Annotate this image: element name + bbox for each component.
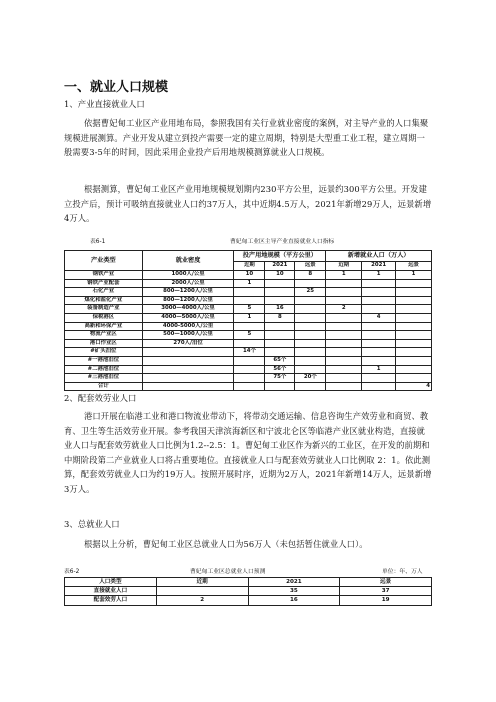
table-cell xyxy=(362,322,396,331)
table-cell: 8 xyxy=(265,313,295,322)
table-cell xyxy=(295,365,326,374)
table-cell xyxy=(362,331,396,340)
table-1-header-land: 投产用地规模（平方公里） xyxy=(234,251,326,262)
table-1-subheader: 近期 xyxy=(326,261,362,271)
table-1-subheader: 远景 xyxy=(295,261,326,271)
table-cell xyxy=(326,348,362,357)
table-cell xyxy=(326,288,362,297)
table-cell: 2000人/公里 xyxy=(142,279,234,288)
table-cell xyxy=(265,288,295,297)
table-cell: 石化产业 xyxy=(65,288,143,297)
table-cell xyxy=(396,348,432,357)
table-cell: 1 xyxy=(326,271,362,280)
table-cell: 直接就业人口 xyxy=(65,587,157,596)
paragraph-1-text: 依据曹妃甸工业区产业用地布局，参照我国有关行业就业密度的案例，对主导产业的人口集聚规模进展测算。产业开发从建立到投产需要一定的建立周期，特别是大型重工业工程，建立周期一般需要3-5年的时间，因此采用企业投产后用地规模测算就业人口规模。 xyxy=(64,118,429,158)
table-cell xyxy=(234,296,265,305)
paragraph-1 xyxy=(64,116,432,160)
table-cell: 8 xyxy=(295,271,326,280)
table-cell xyxy=(234,322,265,331)
table-1 xyxy=(64,250,432,391)
paragraph-4-text: 根据以上分析，曹妃甸工业区总就业人口为56万人（未包括暂住就业人口）。 xyxy=(84,539,368,549)
table-cell xyxy=(396,313,432,322)
table-row xyxy=(65,313,432,322)
table-cell: 10 xyxy=(265,271,295,280)
table-row xyxy=(65,322,432,331)
table-cell: 14个 xyxy=(234,348,265,357)
table-cell: 煤化和盐化产业 xyxy=(65,296,143,305)
table-1-subheader: 2021 xyxy=(265,261,295,271)
table-1-body xyxy=(65,271,432,391)
table-cell xyxy=(326,356,362,365)
table-row xyxy=(65,374,432,383)
table-1-header-population: 新增就业人口（万人） xyxy=(326,251,432,262)
subsection-2-title: 2、配套效劳业人口 xyxy=(64,393,137,403)
table-cell: 4 xyxy=(362,313,396,322)
table-cell xyxy=(234,339,265,348)
table-cell: 37 xyxy=(340,587,432,596)
table-cell xyxy=(295,339,326,348)
table-cell xyxy=(295,348,326,357)
table-cell xyxy=(142,356,234,365)
table-cell: 4000-5000人/公里 xyxy=(142,322,234,331)
table-cell xyxy=(396,339,432,348)
table-cell xyxy=(142,365,234,374)
table-row xyxy=(65,288,432,297)
table-1-subheader: 近期 xyxy=(234,261,265,271)
table-cell xyxy=(265,322,295,331)
table-cell: 270人/泊位 xyxy=(142,339,234,348)
table-row xyxy=(65,305,432,314)
table-cell: #矿头泊位 xyxy=(65,348,143,357)
table-cell: 1 xyxy=(396,271,432,280)
table-cell: #一港池泊位 xyxy=(65,356,143,365)
table-cell xyxy=(362,374,396,383)
table-cell: 19 xyxy=(340,596,432,605)
table-cell: 16 xyxy=(265,305,295,314)
subsection-1-title: 1、产业直接就业人口 xyxy=(64,99,145,109)
table-cell: 物流产业区 xyxy=(65,331,143,340)
table-cell xyxy=(362,348,396,357)
table-cell xyxy=(326,279,362,288)
table-cell: 1 xyxy=(362,271,396,280)
table-cell xyxy=(326,313,362,322)
table-cell xyxy=(362,382,396,391)
table-cell xyxy=(396,322,432,331)
table-cell: 800—1200人/公里 xyxy=(142,296,234,305)
table-cell xyxy=(265,382,295,391)
table-cell xyxy=(142,348,234,357)
table-cell xyxy=(265,348,295,357)
table-cell: 1 xyxy=(362,365,396,374)
table-cell: 1 xyxy=(234,313,265,322)
table-row xyxy=(65,382,432,391)
table-2-header: 远景 xyxy=(340,578,432,587)
table-cell: 配套效劳人口 xyxy=(65,596,157,605)
table-cell xyxy=(362,305,396,314)
table-row xyxy=(65,587,432,596)
table-cell xyxy=(295,305,326,314)
table-row xyxy=(65,271,432,280)
table-cell xyxy=(265,296,295,305)
table-row xyxy=(65,339,432,348)
table-cell xyxy=(265,339,295,348)
table-cell xyxy=(326,339,362,348)
table-cell xyxy=(362,296,396,305)
table-cell xyxy=(396,331,432,340)
table-cell xyxy=(362,288,396,297)
table-cell: 25 xyxy=(295,288,326,297)
table-cell: 2 xyxy=(156,596,248,605)
table-cell xyxy=(295,382,326,391)
table-cell xyxy=(295,322,326,331)
table-cell xyxy=(142,374,234,383)
table-cell xyxy=(396,365,432,374)
table-1-title: 曹妃甸工业区主导产业直接就业人口指标 xyxy=(230,239,335,245)
table-cell xyxy=(396,288,432,297)
table-cell: 钢铁产业配套 xyxy=(65,279,143,288)
table-cell xyxy=(295,331,326,340)
table-cell xyxy=(362,356,396,365)
table-cell xyxy=(234,374,265,383)
table-cell: 20个 xyxy=(295,374,326,383)
table-cell: 保税港区 xyxy=(65,313,143,322)
table-cell xyxy=(396,356,432,365)
table-cell: 3000—4000人/公里 xyxy=(142,305,234,314)
table-cell: 5 xyxy=(234,331,265,340)
table-2 xyxy=(64,577,432,606)
table-cell xyxy=(234,288,265,297)
section-title: 一、就业人口规模 xyxy=(64,80,169,95)
table-2-title: 曹妃甸工业区总就业人口预测 xyxy=(190,569,266,575)
table-cell: 4 xyxy=(396,382,432,391)
table-1-header-type: 产业类型 xyxy=(65,251,143,271)
paragraph-3-text: 港口开展在临港工业和港口物流业带动下，将带动交通运输、信息咨询生产效劳业和商贸、教育、卫生等生活效劳业开展。参考我国天津滨海新区和宁波北仑区等临港产业区就业构造，直接就业人口与配套效劳就业人口比例为1.2--2.5：1。曹妃甸工业区作为新兴的工业区，在开发的前期和中期阶段第二产业就业人口将占重要地位。直接就业人口与配套效劳就业人口比例取 2：1。依此测算，配套效劳就业人口为约19万人。按照开展时序，近期为2万人，2021年新增14万人，远景新增3万人。 xyxy=(64,411,432,494)
table-cell xyxy=(326,382,362,391)
table-cell: #三港池泊位 xyxy=(65,374,143,383)
table-cell: 800—1200人/公里 xyxy=(142,288,234,297)
table-1-number: 表6-1 xyxy=(90,239,106,245)
table-2-header: 近期 xyxy=(156,578,248,587)
table-cell: 装备制造产业 xyxy=(65,305,143,314)
paragraph-3 xyxy=(64,409,432,497)
table-cell xyxy=(326,374,362,383)
table-cell xyxy=(295,356,326,365)
table-cell xyxy=(326,322,362,331)
table-1-header-density: 就业密度 xyxy=(142,251,234,271)
table-2-unit: 单位：年、万人 xyxy=(382,569,423,575)
table-2-header: 2021 xyxy=(248,578,340,587)
paragraph-4 xyxy=(64,537,432,552)
paragraph-2 xyxy=(64,182,432,226)
table-cell xyxy=(156,587,248,596)
table-cell: 500—1000人/公里 xyxy=(142,331,234,340)
table-cell xyxy=(142,382,234,391)
table-cell xyxy=(234,365,265,374)
table-2-number: 表6-2 xyxy=(64,569,80,575)
table-cell xyxy=(295,279,326,288)
table-cell xyxy=(396,296,432,305)
table-cell xyxy=(396,305,432,314)
table-cell: 5 xyxy=(234,305,265,314)
table-cell: 75个 xyxy=(265,374,295,383)
table-row xyxy=(65,331,432,340)
table-cell: 56个 xyxy=(265,365,295,374)
table-cell: 高新和环保产业 xyxy=(65,322,143,331)
table-cell: 1000人/公里 xyxy=(142,271,234,280)
table-cell xyxy=(326,365,362,374)
table-cell xyxy=(234,356,265,365)
table-cell: 4000—5000人/公里 xyxy=(142,313,234,322)
table-row xyxy=(65,356,432,365)
table-cell: 合计 xyxy=(65,382,143,391)
table-cell xyxy=(326,331,362,340)
table-cell: 1 xyxy=(234,279,265,288)
table-row xyxy=(65,348,432,357)
table-cell xyxy=(265,279,295,288)
table-row xyxy=(65,279,432,288)
table-2-header: 人口类型 xyxy=(65,578,157,587)
table-cell xyxy=(326,296,362,305)
table-cell xyxy=(396,374,432,383)
paragraph-2-text: 根据测算，曹妃甸工业区产业用地规模规划期内230平方公里，远景约300平方公里。开发建立投产后，预计可吸纳直接就业人口约37万人，其中近期4.5万人，2021年新增29万人，远景新增4万人。 xyxy=(64,184,432,224)
subsection-3-title: 3、总就业人口 xyxy=(64,519,120,529)
table-row xyxy=(65,296,432,305)
table-cell xyxy=(295,313,326,322)
table-cell: 港口作业区 xyxy=(65,339,143,348)
table-cell: 65个 xyxy=(265,356,295,365)
table-cell: 35 xyxy=(248,587,340,596)
table-cell: 2 xyxy=(326,305,362,314)
table-1-subheader: 2021 xyxy=(362,261,396,271)
table-cell xyxy=(362,339,396,348)
table-cell: #二港池泊位 xyxy=(65,365,143,374)
table-1-subheader: 远景 xyxy=(396,261,432,271)
table-cell xyxy=(234,382,265,391)
table-cell xyxy=(265,331,295,340)
table-cell xyxy=(362,279,396,288)
table-cell xyxy=(396,279,432,288)
table-cell: 16 xyxy=(248,596,340,605)
table-cell: 10 xyxy=(234,271,265,280)
table-row xyxy=(65,596,432,605)
table-cell: 钢铁产业 xyxy=(65,271,143,280)
table-cell xyxy=(295,296,326,305)
table-row xyxy=(65,365,432,374)
